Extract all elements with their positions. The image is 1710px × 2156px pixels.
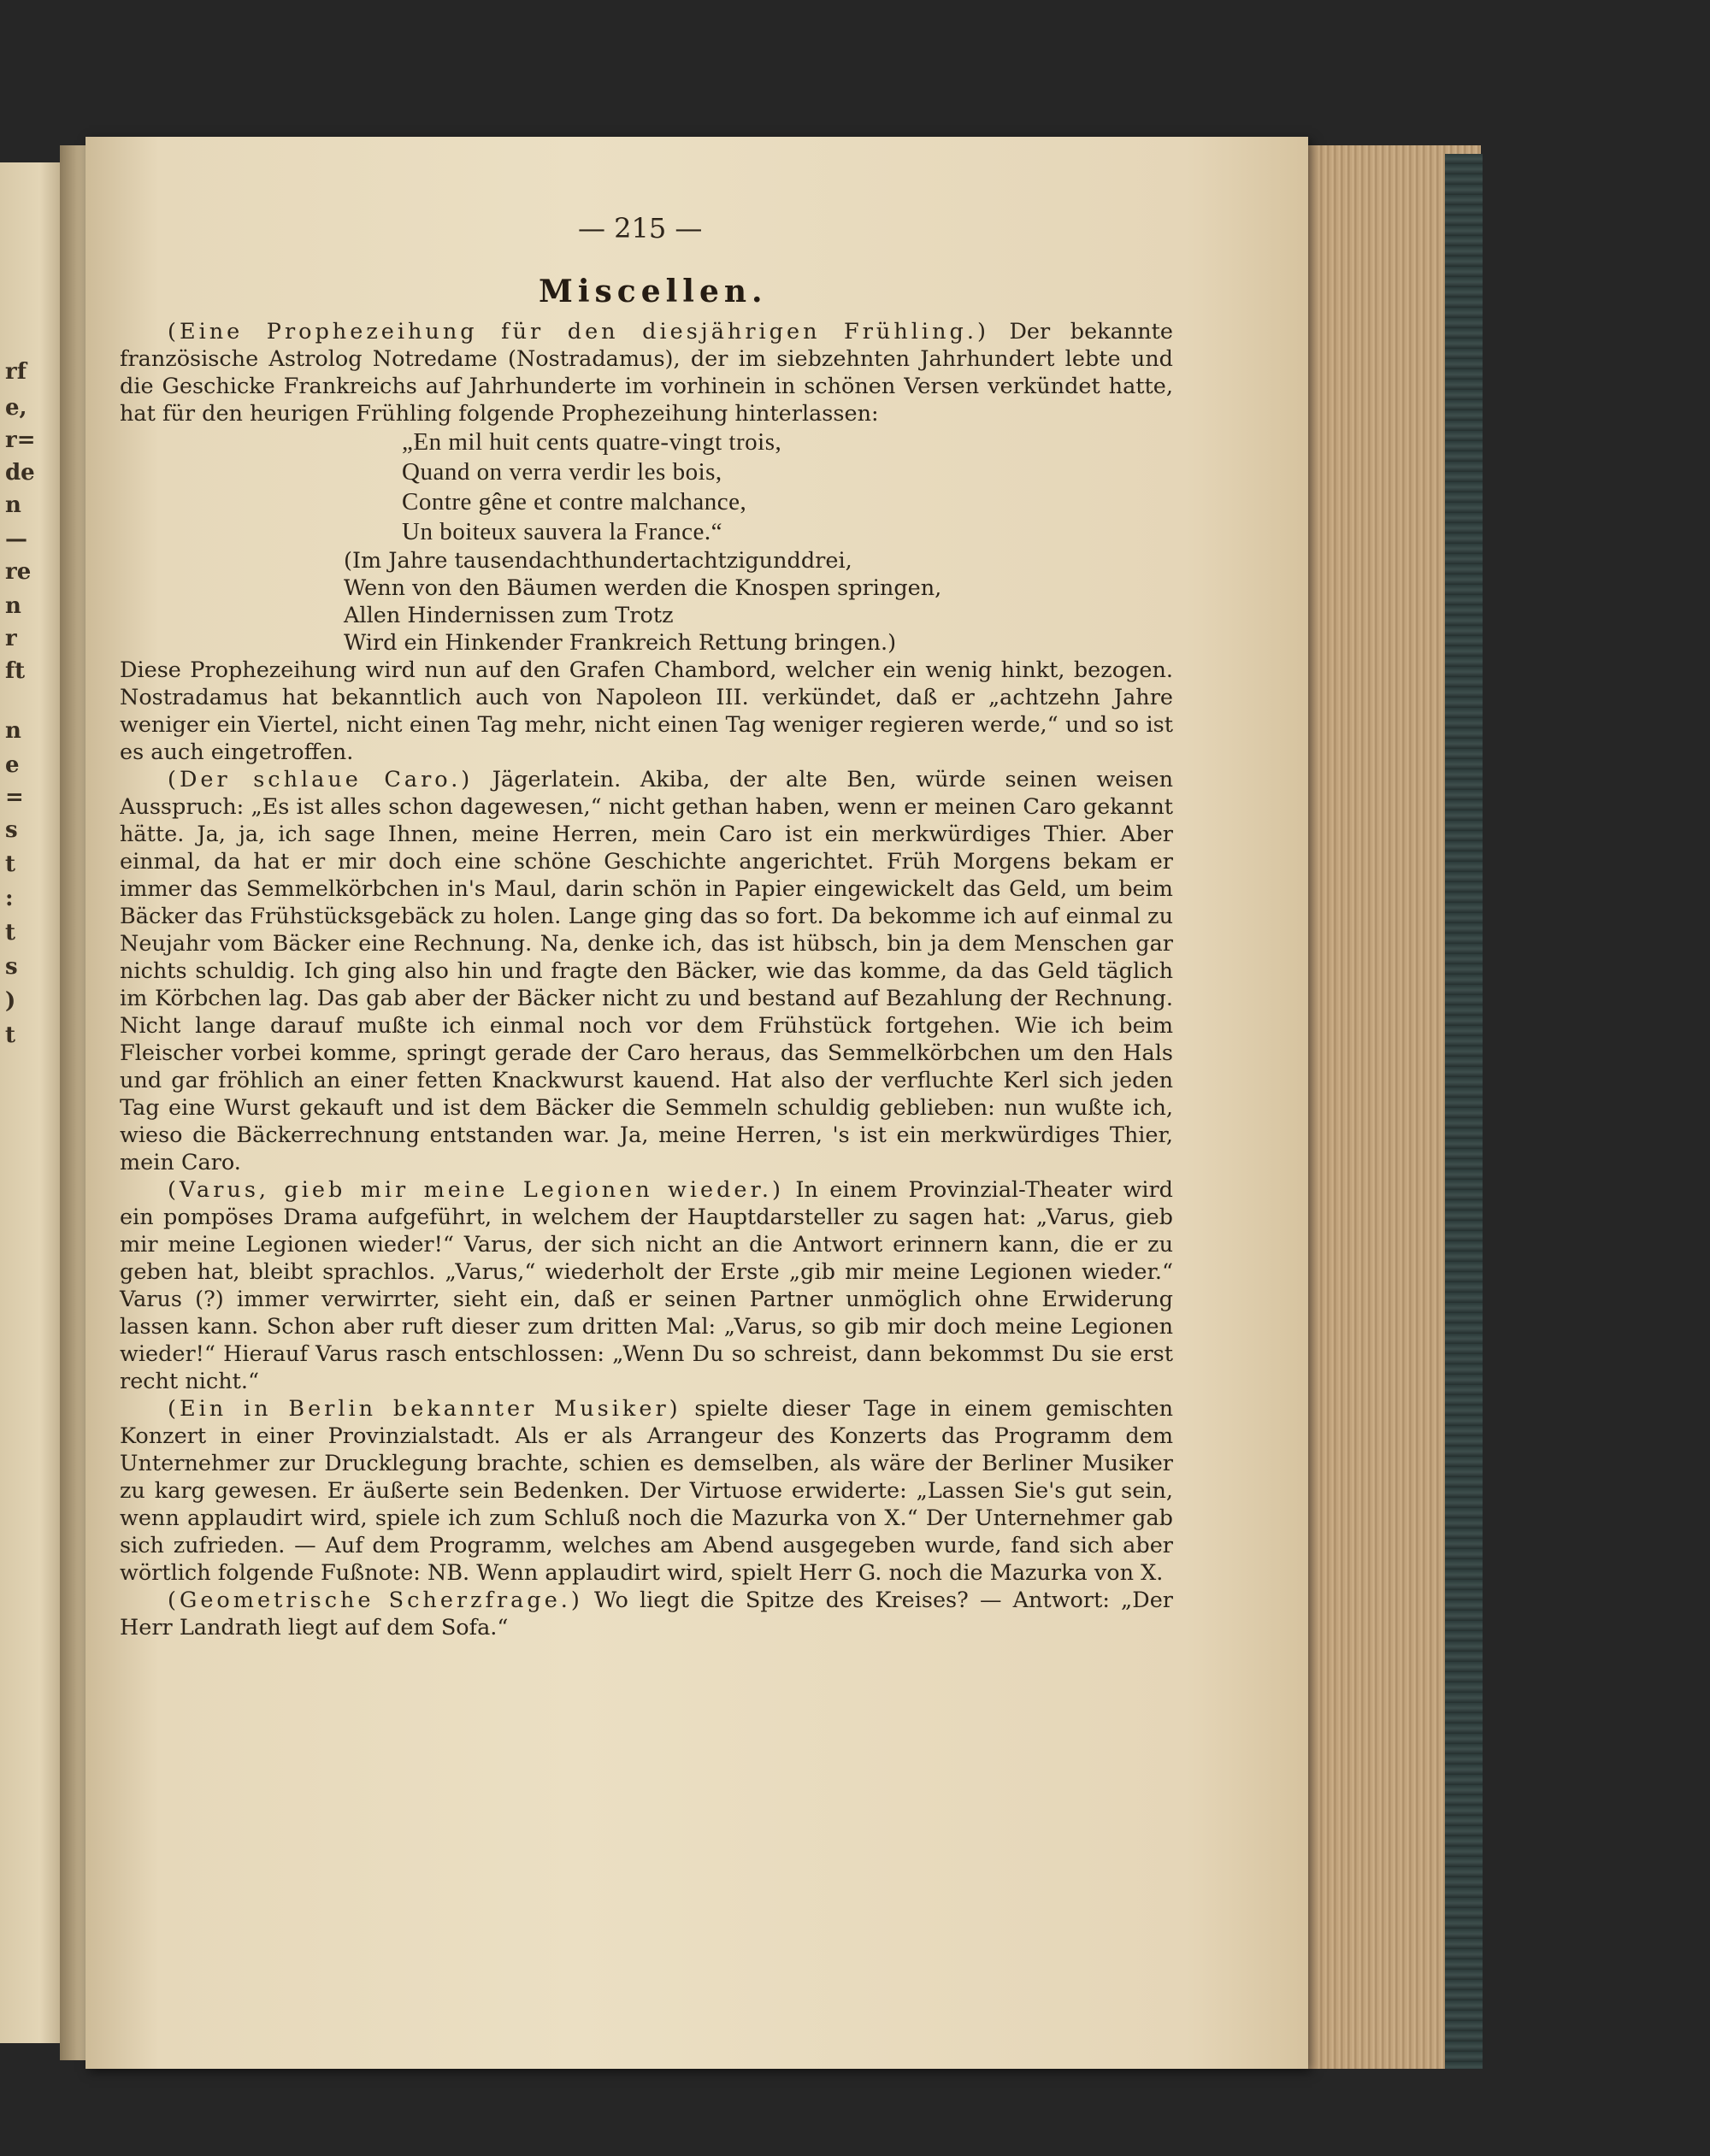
verse-line: (Im Jahre tausendachthundertachtzigunddrei, bbox=[344, 548, 852, 574]
paragraph-prophecy bbox=[120, 318, 1173, 427]
margin-fragment: r bbox=[5, 626, 17, 651]
verse-line: Allen Hindernissen zum Trotz bbox=[344, 603, 674, 628]
paragraph-text: spielte dieser Tage in einem gemischten Konzert in einer Provinzialstadt. Als er als Arrangeur des Konzerts das Programm dem Unternehmer zur Drucklegung brachte, schien es demselben, als wäre der Berliner Musiker zu karg gewesen. Er äußerte sein Bedenken. Der Virtuose erwiderte: „Lassen Sie's gut sein, wenn applaudirt wird, spiele ich zum Schluß noch die Mazurka von X.“ Der Unternehmer gab sich zufrieden. — Auf dem Programm, welches am Abend ausgegeben wurde, fand sich aber wörtlich folgende Fußnote: NB. Wenn applaudirt wird, spielt Herr G. noch die Mazurka von X. bbox=[120, 1396, 1174, 1586]
paragraph-heading: (Geometrische Scherzfrage.) bbox=[168, 1588, 583, 1613]
margin-fragment: r= bbox=[5, 427, 36, 453]
verse-line: Un boiteux sauvera la France.“ bbox=[402, 518, 722, 545]
margin-fragment: t bbox=[5, 920, 16, 945]
margin-fragment: n bbox=[5, 492, 21, 518]
left-page-edge bbox=[0, 162, 67, 2043]
margin-fragment: s bbox=[5, 954, 18, 980]
margin-fragment: : bbox=[5, 886, 14, 911]
paragraph-prophecy-continued: Diese Prophezeihung wird nun auf den Grafen Chambord, welcher ein wenig hinkt, bezogen. Nostradamus hat bekanntlich auch von Napoleon III. verkündet, daß er „achtzehn Jahre weniger ein Viertel, nicht einen Tag mehr, nicht einen Tag weniger regieren werde,“ und so ist es auch eingetroffen. bbox=[120, 657, 1173, 765]
margin-fragment: = bbox=[5, 785, 24, 810]
margin-fragment: s bbox=[5, 817, 18, 843]
paragraph-varus bbox=[120, 1176, 1173, 1395]
paragraph-text: Wo liegt die Spitze des Kreises? — Antwort: „Der Herr Landrath liegt auf dem Sofa.“ bbox=[120, 1588, 1173, 1641]
page-title: Miscellen. bbox=[539, 274, 768, 309]
margin-fragment: — bbox=[5, 527, 27, 552]
margin-fragment: t bbox=[5, 851, 16, 877]
margin-fragment: t bbox=[5, 1022, 16, 1048]
margin-fragment: e, bbox=[5, 395, 27, 421]
paragraph-musiker bbox=[120, 1395, 1173, 1587]
book-cover-edge bbox=[1445, 154, 1483, 2069]
verse-line: Wird ein Hinkender Frankreich Rettung bringen.) bbox=[344, 630, 897, 656]
french-verse bbox=[120, 427, 1173, 547]
margin-fragment: ) bbox=[5, 988, 16, 1014]
paragraph-text: Der bekannte französische Astrolog Notredame (Nostradamus), der im siebzehnten Jahrhundert lebte und die Geschicke Frankreichs auf Jahrhunderte im vorhinein in schönen Versen verkündet hatte, hat für den heurigen Frühling folgende Prophezeihung hinterlassen: bbox=[120, 319, 1173, 427]
verse-line: Quand on verra verdir les bois, bbox=[402, 458, 722, 486]
paragraph-heading: (Eine Prophezeihung für den diesjährigen Frühling.) bbox=[168, 319, 989, 345]
page-number: — 215 — bbox=[578, 212, 703, 244]
verse-line: „En mil huit cents quatre-vingt trois, bbox=[402, 428, 782, 456]
margin-fragment: n bbox=[5, 593, 21, 619]
paragraph-heading: (Der schlaue Caro.) bbox=[168, 767, 474, 792]
verse-line: Contre gêne et contre malchance, bbox=[402, 488, 747, 515]
german-translation bbox=[120, 547, 1173, 657]
paragraph-text: In einem Provinzial-Theater wird ein pompöses Drama aufgeführt, in welchem der Hauptdarsteller zu sagen hat: „Varus, gieb mir meine Legionen wieder!“ Varus, der sich nicht an die Antwort erinnern kann, die er zu geben hat, bleibt sprachlos. „Varus,“ wiederholt der Erste „gib mir meine Legionen wieder.“ Varus (?) immer verwirrter, sieht ein, daß er seinen Partner unmöglich ohne Erwiderung lassen kann. Schon aber ruft dieser zum dritten Mal: „Varus, so gib mir doch meine Legionen wieder!“ Hierauf Varus rasch entschlossen: „Wenn Du so schreist, dann bekommst Du sie erst recht nicht.“ bbox=[120, 1177, 1173, 1394]
margin-fragment: n bbox=[5, 718, 21, 744]
paragraph-text: Jägerlatein. Akiba, der alte Ben, würde seinen weisen Ausspruch: „Es ist alles schon dagewesen,“ nicht gethan haben, wenn er meinen Caro gekannt hätte. Ja, ja, ich sage Ihnen, meine Herren, mein Caro ist ein merkwürdiges Thier. Aber einmal, da hat er mir doch eine schöne Geschichte angerichtet. Früh Morgens bekam er immer das Semmelkörbchen in's Maul, darin schön in Papier eingewickelt das Geld, um beim Bäcker das Frühstücksgebäck zu holen. Lange ging das so fort. Da bekomme ich auf einmal zu Neujahr vom Bäcker eine Rechnung. Na, denke ich, das ist hübsch, bin ja dem Menschen gar nichts schuldig. Ich ging also hin und fragte den Bäcker, wie das komme, da das Geld täglich im Körbchen lag. Das gab aber der Bäcker nicht zu und bestand auf Bezahlung der Rechnung. Nicht lange darauf mußte ich einmal noch vor dem Frühstück fortgehen. Wie ich beim Fleischer vorbei komme, springt gerade der Caro heraus, das Semmelkörbchen um den Hals und gar fröhlich an einer fetten Knackwurst kauend. Hat also der verfluchte Kerl sich jeden Tag eine Wurst gekauft und ist dem Bäcker die Semmeln schuldig geblieben: nun wußte ich, wieso die Bäckerrechnung entstanden war. Ja, meine Herren, 's ist ein merkwürdiges Thier, mein Caro. bbox=[120, 767, 1174, 1175]
paragraph-scherzfrage bbox=[120, 1587, 1173, 1641]
margin-fragment: re bbox=[5, 559, 32, 585]
paragraph-caro bbox=[120, 766, 1173, 1176]
margin-fragment: de bbox=[5, 460, 35, 486]
paragraph-heading: (Ein in Berlin bekannter Musiker) bbox=[168, 1396, 681, 1422]
paragraph-heading: (Varus, gieb mir meine Legionen wieder.) bbox=[168, 1177, 784, 1203]
margin-fragment: e bbox=[5, 752, 20, 778]
verse-line: Wenn von den Bäumen werden die Knospen springen, bbox=[344, 575, 942, 601]
margin-fragment: rf bbox=[5, 359, 27, 385]
margin-fragment: ft bbox=[5, 658, 26, 684]
article-body bbox=[120, 318, 1173, 1641]
